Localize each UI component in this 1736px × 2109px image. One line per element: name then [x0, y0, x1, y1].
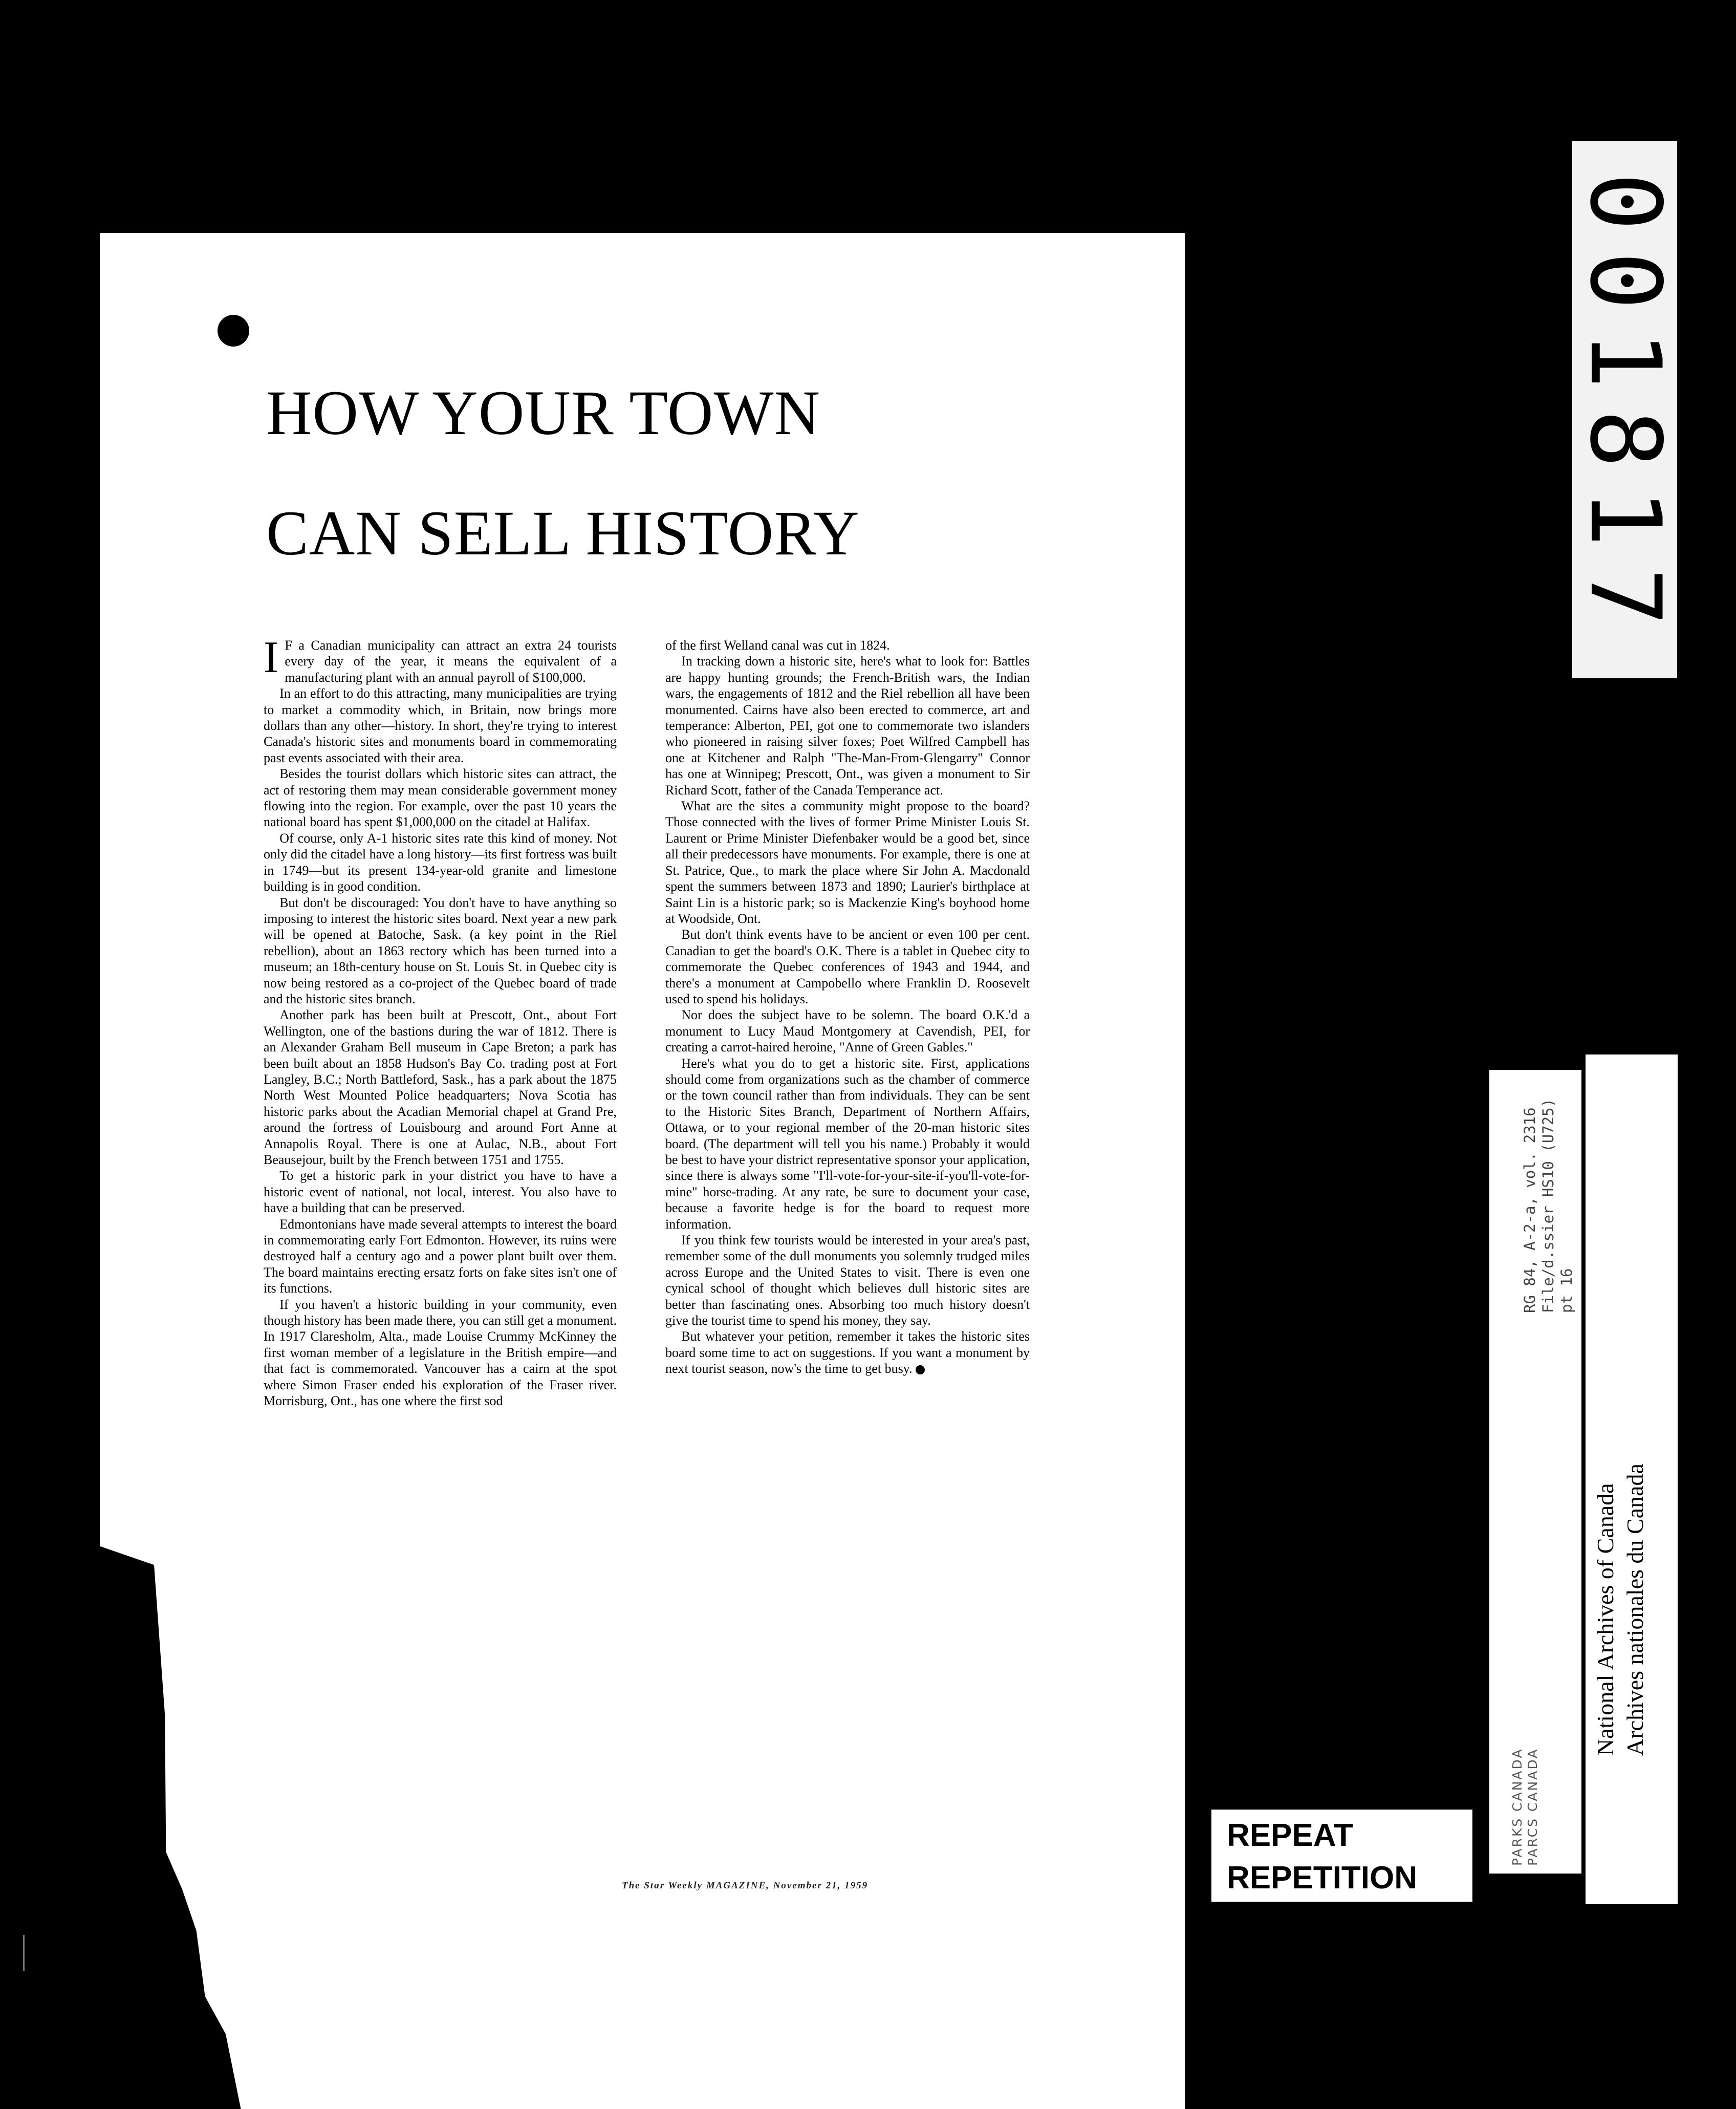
parks-canada-label: PARKS CANADA	[1510, 1748, 1525, 1866]
paragraph: I F a Canadian municipality can attract an extra 24 tourists every day of the year, it means the equivalent of a manufacturing plant with an annual payroll of $100,000.	[264, 633, 617, 685]
paragraph: Here's what you do to get a historic site. First, applications should come from organizations such as the chamber of commerce or the town council rather than from individuals. They can be sent to the Historic Sites Branch, Department of Northern Affairs, Ottawa, or to your regional member of the 20-man historic sites board. (The department will tell you his name.) Probably it would be best to have your district representative sponsor your application, since there is always some "I'll-vote-for-your-site-if-you'll-vote-for-mine" horse-trading. At any rate, be sure to document your case, because a favorite hedge is for the board to request more information.	[665, 1056, 1030, 1232]
paragraph: Another park has been built at Prescott, Ont., about Fort Wellington, one of the bastions during the war of 1812. There is an Alexander Graham Bell museum in Cape Breton; a park has been built about an 1858 Hudson's Bay Co. trading post at Fort Langley, B.C.; North Battleford, Sask., has a park about the 1875 North West Mounted Police headquarters; Nova Scotia has historic parks about the Acadian Memorial chapel at Grand Pre, around the fortress of Louisbourg and around Fort Anne at Annapolis Royal. There is one at Aulac, N.B., about Fort Beausejour, built by the French between 1751 and 1755.	[264, 1007, 617, 1167]
paragraph: Of course, only A-1 historic sites rate this kind of money. Not only did the citadel have a long history—its first fortress was built in 1749—but its present 134-year-old granite and limestone building is in good condition.	[264, 830, 617, 894]
paragraph: But don't be discouraged: You don't have to have anything so imposing to interest the historic sites board. Next year a new park will be opened at Batoche, Sask. (a key point in the Riel rebellion), about an 1863 rectory which has been turned into a museum; an 18th-century house on St. Louis St. in Quebec city is now being restored as a co-project of the Quebec board of trade and the historic sites branch.	[264, 895, 617, 1006]
file-number: 001817	[1569, 172, 1682, 647]
drop-cap: I	[264, 633, 279, 682]
paragraph: But don't think events have to be ancient or even 100 per cent. Canadian to get the board's O.K. There is a tablet in Quebec city to commemorate the Quebec conferences of 1943 and 1944, and there's a monument at Campobello where Franklin D. Roosevelt used to spend his holidays.	[665, 927, 1030, 1006]
archives-label-english: National Archives of Canada	[1592, 1483, 1618, 1756]
reference-line-3: pt 16	[1558, 1268, 1575, 1313]
repeat-stamp	[1209, 1807, 1475, 1904]
paragraph: But whatever your petition, remember it takes the historic sites board some time to act on suggestions. If you want a monument by next tourist season, now's the time to get busy.	[665, 1329, 1030, 1376]
paragraph: To get a historic park in your district you have to have a historic event of national, not local, interest. You also have to have a building that can be preserved.	[264, 1168, 617, 1216]
paragraph: What are the sites a community might propose to the board? Those connected with the lives of former Prime Minister Louis St. Laurent or Prime Minister Diefenbaker would be a good bet, since all their predecessors have monuments. For example, there is one at St. Patrice, Que., to mark the place where Sir John A. Macdonald spent the summers between 1873 and 1890; Laurier's birthplace at Saint Lin is a historic park; so is Mackenzie King's boyhood home at Woodside, Ont.	[665, 799, 1030, 926]
paragraph: In tracking down a historic site, here's what to look for: Battles are happy hunting grounds; the French-British wars, the Indian wars, the engagements of 1812 and the Riel rebellion all have been monumented. Cairns have also been erected to commerce, art and temperance: Alberton, PEI, got one to commemorate two islanders who pioneered in raising silver foxes; Poet Wilfred Campbell has one at Kitchener and Ralph "The-Man-From-Glengarry" Connor has one at Winnipeg; Prescott, Ont., was given a monument to Sir Richard Scott, father of the Canada Temperance act.	[665, 654, 1030, 798]
reference-line-2: File/d.ssier HS10 (U725)	[1539, 1098, 1557, 1313]
stamp-line-1: REPEAT	[1227, 1818, 1353, 1853]
headline-line-2: CAN SELL HISTORY	[266, 498, 860, 568]
article-column-2	[665, 637, 1030, 1377]
reference-line-1: RG 84, A-2-a, vol. 2316	[1521, 1107, 1538, 1313]
end-of-article-icon	[916, 1365, 925, 1374]
archives-label-french: Archives nationales du Canada	[1622, 1464, 1648, 1756]
paragraph: Edmontonians have made several attempts to interest the board in commemorating early Fort Edmonton. However, its ruins were destroyed half a century ago and a power plant built over them. The board maintains erecting ersatz forts on fake sites isn't one of its functions.	[264, 1216, 617, 1296]
paragraph: If you think few tourists would be interested in your area's past, remember some of the dull monuments you solemnly trudged miles across Europe and the United States to visit. There is even one cynical school of thought which believes dull historic sites are better than fascinating ones. Absorbing too much history doesn't give the tourist time to spend his money, they say.	[665, 1233, 1030, 1328]
publication-footer: The Star Weekly MAGAZINE, November 21, 1959	[622, 1880, 869, 1891]
paragraph: of the first Welland canal was cut in 1824.	[665, 638, 890, 653]
paragraph: Besides the tourist dollars which historic sites can attract, the act of restoring them may mean considerable government money flowing into the region. For example, over the past 10 years the national board has spent $1,000,000 on the citadel at Halifax.	[264, 766, 617, 830]
paragraph: Nor does the subject have to be solemn. The board O.K.'d a monument to Lucy Maud Montgomery at Cavendish, PEI, for creating a carrot-haired heroine, "Anne of Green Gables."	[665, 1007, 1030, 1055]
paragraph: If you haven't a historic building in your community, even though history has been made there, you can still get a monument. In 1917 Claresholm, Alta., made Louise Crummy McKinney the first woman member of a legislature in the British empire—and that fact is commemorated. Vancouver has a cairn at the spot where Simon Fraser ended his exploration of the Fraser river. Morrisburg, Ont., has one where the first sod	[264, 1297, 617, 1409]
stamp-line-2: REPETITION	[1227, 1860, 1418, 1896]
parcs-canada-label: PARCS CANADA	[1525, 1748, 1540, 1866]
headline-line-1: HOW YOUR TOWN	[266, 378, 821, 448]
punch-hole	[218, 315, 249, 347]
article-column-1	[264, 633, 617, 1409]
film-edge-mark	[23, 1935, 25, 1971]
paragraph: In an effort to do this attracting, many municipalities are trying to market a commodity which, in Britain, now brings more dollars than any other—history. In short, they're trying to interest Canada's historic sites and monuments board in commemorating past events associated with their area.	[264, 686, 617, 765]
